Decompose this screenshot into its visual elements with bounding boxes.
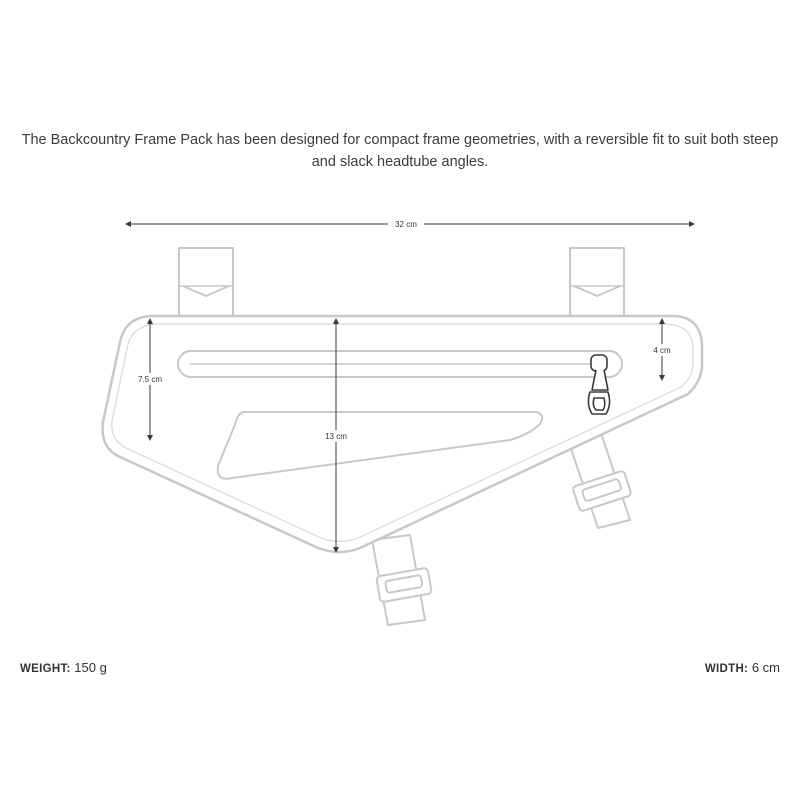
rear-height-label: 4 cm [653,346,671,355]
width-label: WIDTH: [704,663,749,675]
product-description: The Backcountry Frame Pack has been designed for compact frame geometries, with a reversible fit to suit both steep and slack headtube angles. [21,132,779,170]
weight-spec [20,660,107,675]
width-spec [705,660,780,675]
width-value: 6 cm [751,660,780,675]
front-height-label: 7.5 cm [137,375,163,384]
weight-label: WEIGHT: [20,663,71,675]
top-strap-right [570,248,624,316]
top-strap-left [179,248,233,316]
weight-value: 150 g [74,660,107,675]
length-label: 32 cm [395,220,417,229]
bottom-strap-left [372,535,432,625]
center-height-label: 13 cm [325,432,347,441]
